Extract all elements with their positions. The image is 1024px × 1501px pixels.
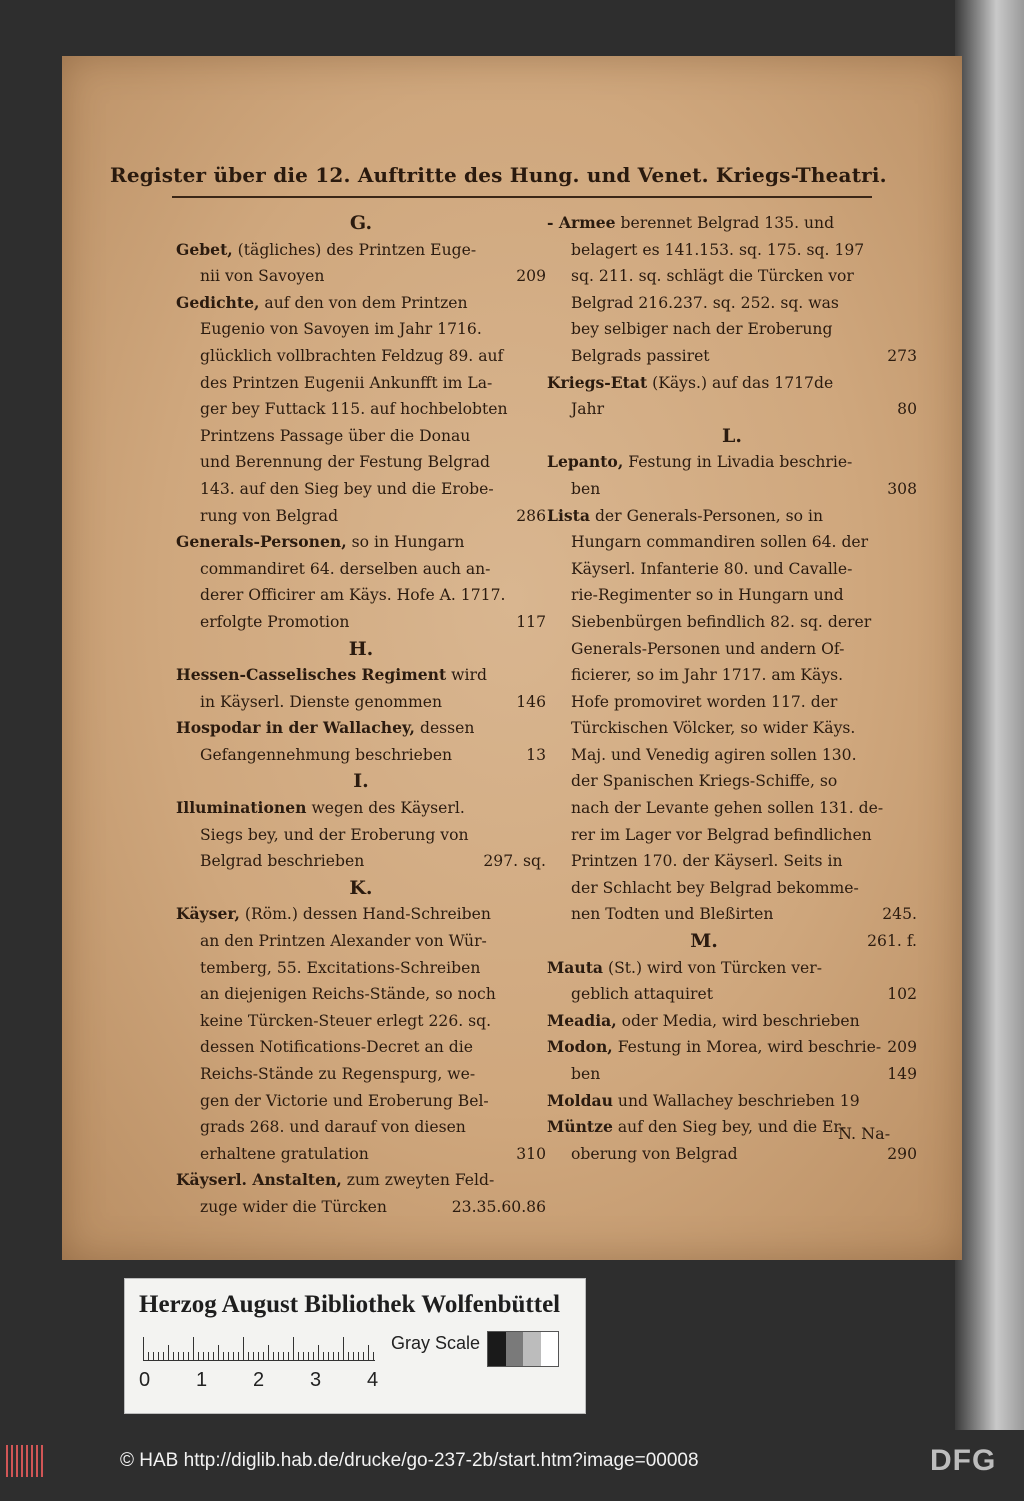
entry-keyword: Mauta [547, 957, 604, 977]
index-entry-continuation [547, 290, 917, 317]
ruler-tick [293, 1337, 294, 1361]
index-entry-continuation [176, 928, 546, 955]
entry-text: ger bey Futtack 115. auf hochbelobten [200, 400, 508, 419]
entry-text: dessen [419, 719, 475, 738]
entry-text: Hungarn commandiren sollen 64. der [571, 533, 869, 552]
index-entry-continuation [176, 981, 546, 1008]
index-entry-continuation [176, 609, 546, 636]
ruler-tick [243, 1337, 244, 1361]
page-number: 209 [887, 1038, 917, 1057]
barcode-line [36, 1445, 38, 1477]
entry-text: an diejenigen Reichs-Stände, so noch [200, 985, 496, 1004]
left-column [176, 210, 546, 1221]
index-entry [547, 955, 917, 982]
ruler-tick [183, 1352, 184, 1361]
entry-text: Printzens Passage über die Donau [200, 426, 471, 445]
index-entry-continuation [176, 955, 546, 982]
index-entry-continuation [176, 1008, 546, 1035]
ruler-tick [168, 1345, 169, 1361]
scale-ruler [143, 1335, 375, 1361]
index-entry-continuation [176, 343, 546, 370]
ruler-tick [148, 1352, 149, 1361]
page-number: 102 [887, 985, 917, 1004]
ruler-tick [343, 1337, 344, 1361]
entry-keyword: Meadia, [547, 1010, 617, 1030]
entry-text: der Schlacht bey Belgrad bekomme- [571, 878, 859, 897]
entry-keyword: - Armee [547, 213, 616, 232]
entry-text: keine Türcken-Steuer erlegt 226. sq. [200, 1011, 492, 1030]
ruler-tick [318, 1345, 319, 1361]
ruler-tick [198, 1352, 199, 1361]
header-rule [172, 196, 872, 198]
ruler-tick [348, 1352, 349, 1361]
entry-text: wegen des Käyserl. [311, 799, 465, 818]
index-entry-continuation [547, 901, 917, 928]
index-entry-continuation [176, 423, 546, 450]
ruler-tick [358, 1352, 359, 1361]
ruler-tick [253, 1352, 254, 1361]
index-entry-continuation [176, 689, 546, 716]
ruler-tick [228, 1352, 229, 1361]
ruler-tick [193, 1337, 194, 1361]
ruler-tick [368, 1345, 369, 1361]
index-entry-continuation [547, 662, 917, 689]
index-entry-continuation [176, 1141, 546, 1168]
calibration-card [124, 1278, 586, 1414]
entry-text: (St.) wird von Türcken ver- [607, 958, 823, 977]
entry-keyword: Lepanto, [547, 452, 624, 472]
scale-number: 2 [253, 1369, 265, 1391]
ruler-tick [163, 1352, 164, 1361]
entry-text: Festung in Livadia beschrie- [628, 453, 853, 472]
scale-number: 3 [310, 1369, 322, 1391]
index-entry [547, 210, 917, 237]
entry-keyword: Modon, [547, 1037, 613, 1057]
entry-text: Belgrad 216.237. sq. 252. sq. was [571, 293, 839, 312]
ruler-tick [218, 1345, 219, 1361]
entry-text: erhaltene gratulation [200, 1144, 369, 1163]
index-entry-continuation [547, 582, 917, 609]
entry-text: ben [571, 1065, 601, 1083]
entry-text: (tägliches) des Printzen Euge- [237, 240, 477, 259]
index-entry-continuation [176, 582, 546, 609]
entry-text: Eugenio von Savoyen im Jahr 1716. [200, 320, 482, 339]
index-entry-continuation [547, 822, 917, 849]
ruler-tick [248, 1352, 249, 1361]
ruler-tick [313, 1352, 314, 1361]
catchword: N. Na- [838, 1124, 891, 1143]
index-entry-continuation [547, 848, 917, 875]
entry-keyword: Gebet, [176, 239, 233, 259]
right-column [547, 210, 917, 1167]
ruler-tick [233, 1352, 234, 1361]
entry-text: Maj. und Venedig agiren sollen 130. [571, 745, 857, 764]
page-number: 146 [516, 692, 546, 711]
footer-bar [0, 1432, 1024, 1501]
index-entry-continuation [547, 556, 917, 583]
index-entry-continuation [547, 981, 917, 1008]
entry-keyword: Kriegs-Etat [547, 372, 648, 392]
ruler-tick [328, 1352, 329, 1361]
index-entry [176, 529, 546, 556]
entry-text: zuge wider die Türcken [200, 1197, 387, 1216]
index-entry-continuation [176, 556, 546, 583]
entry-keyword: Illuminationen [176, 798, 307, 818]
entry-text: bey selbiger nach der Eroberung [571, 320, 833, 339]
entry-text: Siebenbürgen befindlich 82. sq. derer [571, 612, 872, 631]
index-entry-continuation [547, 742, 917, 769]
entry-text: wird [451, 666, 487, 685]
index-entry-continuation [547, 263, 917, 290]
entry-text: rie-Regimenter so in Hungarn und [571, 586, 844, 605]
ruler-tick [268, 1345, 269, 1361]
page-number: 80 [897, 400, 917, 419]
ruler-tick [153, 1352, 154, 1361]
entry-text: glücklich vollbrachten Feldzug 89. auf [200, 346, 504, 365]
index-entry-continuation [547, 768, 917, 795]
entry-text: so in Hungarn [351, 533, 465, 552]
index-entry-continuation [547, 396, 917, 423]
ruler-tick [288, 1352, 289, 1361]
index-entry-continuation [547, 875, 917, 902]
ruler-tick [338, 1352, 339, 1361]
entry-keyword: Hospodar in der Wallachey, [176, 718, 415, 738]
index-entry-continuation [547, 476, 917, 503]
index-entry [547, 370, 917, 397]
index-letter: I. [353, 770, 369, 793]
entry-text: grads 268. und darauf von diesen [200, 1118, 466, 1137]
page-number: 261. f. [867, 932, 917, 951]
index-letter: G. [349, 212, 373, 234]
index-entry-continuation [176, 316, 546, 343]
index-entry [176, 1167, 546, 1194]
entry-text: derer Officirer am Käys. Hofe A. 1717. [200, 586, 506, 605]
entry-text: berennet Belgrad 135. und [620, 214, 835, 232]
index-entry-continuation [547, 636, 917, 663]
ruler-tick [283, 1352, 284, 1361]
page-number: 245. [882, 905, 917, 924]
entry-keyword: Lista [547, 505, 590, 525]
entry-text: ficierer, so im Jahr 1717. am Käys. [571, 666, 844, 685]
index-entry [547, 503, 917, 530]
ruler-tick [308, 1352, 309, 1361]
entry-text: auf den von dem Printzen [264, 293, 468, 312]
copyright-link[interactable]: © HAB http://diglib.hab.de/drucke/go-237-2b/start.htm?image=00008 [120, 1450, 699, 1471]
index-entry-continuation [176, 263, 546, 290]
entry-text: sq. 211. sq. schlägt die Türcken vor [571, 267, 854, 286]
index-entry-continuation [547, 316, 917, 343]
index-entry-continuation [176, 396, 546, 423]
ruler-tick [258, 1352, 259, 1361]
ruler-tick [263, 1352, 264, 1361]
page-number: 13 [526, 745, 546, 764]
entry-text: 143. auf den Sieg bey und die Erobe- [200, 479, 494, 498]
page-header: Register über die 12. Auftritte des Hung. und Venet. Kriegs-Theatri. [110, 163, 887, 187]
index-entry-continuation [176, 1034, 546, 1061]
page-number: 286 [516, 506, 546, 525]
entry-text: rer im Lager vor Belgrad befindlichen [571, 825, 872, 844]
index-letter: K. [349, 876, 373, 899]
entry-text: Gefangennehmung beschrieben [200, 745, 453, 764]
library-title: Herzog August Bibliothek Wolfenbüttel [139, 1291, 561, 1318]
index-entry [176, 715, 546, 742]
index-entry-continuation [176, 370, 546, 397]
barcode-line [31, 1445, 33, 1477]
entry-text: erfolgte Promotion [200, 612, 350, 631]
entry-text: Reichs-Stände zu Regenspurg, we- [200, 1065, 476, 1083]
scale-number: 0 [139, 1369, 151, 1391]
entry-text: Belgrads passiret [571, 346, 710, 365]
entry-text: Festung in Morea, wird beschrie- [617, 1038, 882, 1057]
index-entry-continuation [176, 1194, 546, 1221]
ruler-tick [188, 1352, 189, 1361]
page-number: 209 [516, 267, 546, 286]
index-entry-continuation [547, 237, 917, 264]
entry-text: der Spanischen Kriegs-Schiffe, so [571, 772, 838, 791]
scale-number: 4 [367, 1369, 379, 1391]
scanner-side-strip [955, 0, 1024, 1430]
index-entry [176, 795, 546, 822]
index-entry-continuation [176, 449, 546, 476]
entry-text: ben [571, 479, 601, 498]
entry-text: nach der Levante gehen sollen 131. de- [571, 799, 884, 818]
gray-swatch [523, 1332, 541, 1366]
index-letter: M. [690, 930, 718, 953]
page-number: 308 [887, 479, 917, 498]
entry-text: Siegs bey, und der Eroberung von [200, 825, 469, 844]
index-entry [176, 662, 546, 689]
ruler-tick [208, 1352, 209, 1361]
index-entry-continuation [176, 476, 546, 503]
entry-text: gen der Victorie und Eroberung Bel- [200, 1091, 489, 1110]
index-entry-continuation [547, 529, 917, 556]
entry-text: geblich attaquiret [571, 985, 713, 1004]
ruler-tick [323, 1352, 324, 1361]
entry-text: der Generals-Personen, so in [594, 506, 824, 525]
index-entry-continuation [176, 848, 546, 875]
entry-text: oder Media, wird beschrieben [621, 1011, 860, 1030]
ruler-tick [213, 1352, 214, 1361]
entry-text: auf den Sieg bey, und die Er- [617, 1118, 847, 1137]
ruler-tick [173, 1352, 174, 1361]
entry-text: zum zweyten Feld- [346, 1171, 495, 1190]
entry-keyword: Hessen-Casselisches Regiment [176, 665, 447, 685]
barcode-line [6, 1445, 8, 1477]
page-number: 290 [887, 1144, 917, 1163]
entry-text: und Berennung der Festung Belgrad [200, 453, 491, 472]
entry-keyword: Müntze [547, 1117, 613, 1137]
entry-text: temberg, 55. Excitations-Schreiben [200, 958, 481, 977]
ruler-tick [333, 1352, 334, 1361]
barcode-line [16, 1445, 18, 1477]
index-letter: H. [348, 637, 374, 660]
entry-keyword: Käyserl. Anstalten, [176, 1170, 342, 1190]
index-entry [176, 237, 546, 264]
entry-text: Jahr [571, 400, 605, 419]
gray-scale-label: Gray Scale [391, 1333, 481, 1353]
page-number: 149 [887, 1065, 917, 1083]
barcode-line [21, 1445, 23, 1477]
scale-number: 1 [196, 1369, 208, 1391]
ruler-tick [203, 1352, 204, 1361]
index-entry [176, 901, 546, 928]
index-entry [547, 1034, 917, 1061]
index-entry [547, 1008, 917, 1035]
barcode-line [26, 1445, 28, 1477]
entry-text: nen Todten und Bleßirten [571, 905, 774, 924]
entry-text: rung von Belgrad [200, 506, 339, 525]
entry-keyword: Generals-Personen, [176, 532, 347, 552]
index-entry-continuation [176, 1114, 546, 1141]
entry-keyword: Gedichte, [176, 292, 260, 312]
entry-text: oberung von Belgrad [571, 1144, 738, 1163]
index-entry-continuation [176, 503, 546, 530]
page-number: 297. sq. [483, 852, 546, 871]
index-entry-continuation [547, 795, 917, 822]
ruler-tick [373, 1352, 374, 1361]
entry-text: Printzen 170. der Käyserl. Seits in [571, 852, 843, 871]
index-entry-continuation [176, 822, 546, 849]
entry-text: (Käys.) auf das 1717de [652, 373, 834, 392]
gray-swatch [541, 1332, 559, 1366]
index-entry-continuation [547, 1061, 917, 1088]
ruler-tick [303, 1352, 304, 1361]
index-entry-continuation [176, 1088, 546, 1115]
index-entry-continuation [547, 343, 917, 370]
index-entry [547, 449, 917, 476]
ruler-tick [238, 1352, 239, 1361]
index-entry-continuation [547, 609, 917, 636]
entry-text: des Printzen Eugenii Ankunfft im La- [200, 373, 493, 392]
entry-text: commandiret 64. derselben auch an- [200, 559, 491, 578]
index-entry [176, 290, 546, 317]
ruler-tick [278, 1352, 279, 1361]
ruler-tick [143, 1337, 144, 1361]
ruler-tick [273, 1352, 274, 1361]
index-entry-continuation [547, 715, 917, 742]
entry-keyword: Käyser, [176, 904, 240, 924]
gray-swatch [488, 1332, 506, 1366]
barcode-line [41, 1445, 43, 1477]
entry-text: (Röm.) dessen Hand-Schreiben [244, 905, 491, 924]
ruler-tick [363, 1352, 364, 1361]
entry-keyword: Moldau [547, 1090, 613, 1110]
entry-text: und Wallachey beschrieben 19 [617, 1091, 860, 1110]
index-entry-continuation [176, 742, 546, 769]
entry-text: an den Printzen Alexander von Wür- [200, 932, 487, 951]
entry-text: dessen Notifications-Decret an die [200, 1038, 473, 1057]
entry-text: Käyserl. Infanterie 80. und Cavalle- [571, 559, 853, 578]
page-number: 117 [516, 612, 546, 631]
index-letter: L. [722, 424, 742, 447]
index-entry-continuation [176, 1061, 546, 1088]
ruler-tick [353, 1352, 354, 1361]
entry-text: belagert es 141.153. sq. 175. sq. 197 [571, 240, 865, 259]
index-entry-continuation [547, 689, 917, 716]
index-entry-continuation [547, 1141, 917, 1168]
barcode-icon [6, 1445, 46, 1477]
dfg-logo: DFG [930, 1444, 997, 1477]
entry-text: in Käyserl. Dienste genommen [200, 692, 443, 711]
gray-swatch [506, 1332, 524, 1366]
entry-text: Belgrad beschrieben [200, 852, 365, 871]
barcode-line [11, 1445, 13, 1477]
entry-text: Generals-Personen und andern Of- [571, 639, 845, 658]
ruler-tick [298, 1352, 299, 1361]
page-number: 310 [516, 1144, 546, 1163]
page-number: 23.35.60.86 [451, 1197, 546, 1216]
page-number: 273 [887, 346, 917, 365]
index-entry [547, 1088, 917, 1115]
gray-scale-bar [487, 1331, 559, 1367]
entry-text: Hofe promoviret worden 117. der [571, 692, 838, 711]
entry-text: Türckischen Völcker, so wider Käys. [571, 719, 856, 738]
ruler-tick [223, 1352, 224, 1361]
ruler-tick [158, 1352, 159, 1361]
ruler-tick [178, 1352, 179, 1361]
entry-text: nii von Savoyen [200, 267, 325, 286]
